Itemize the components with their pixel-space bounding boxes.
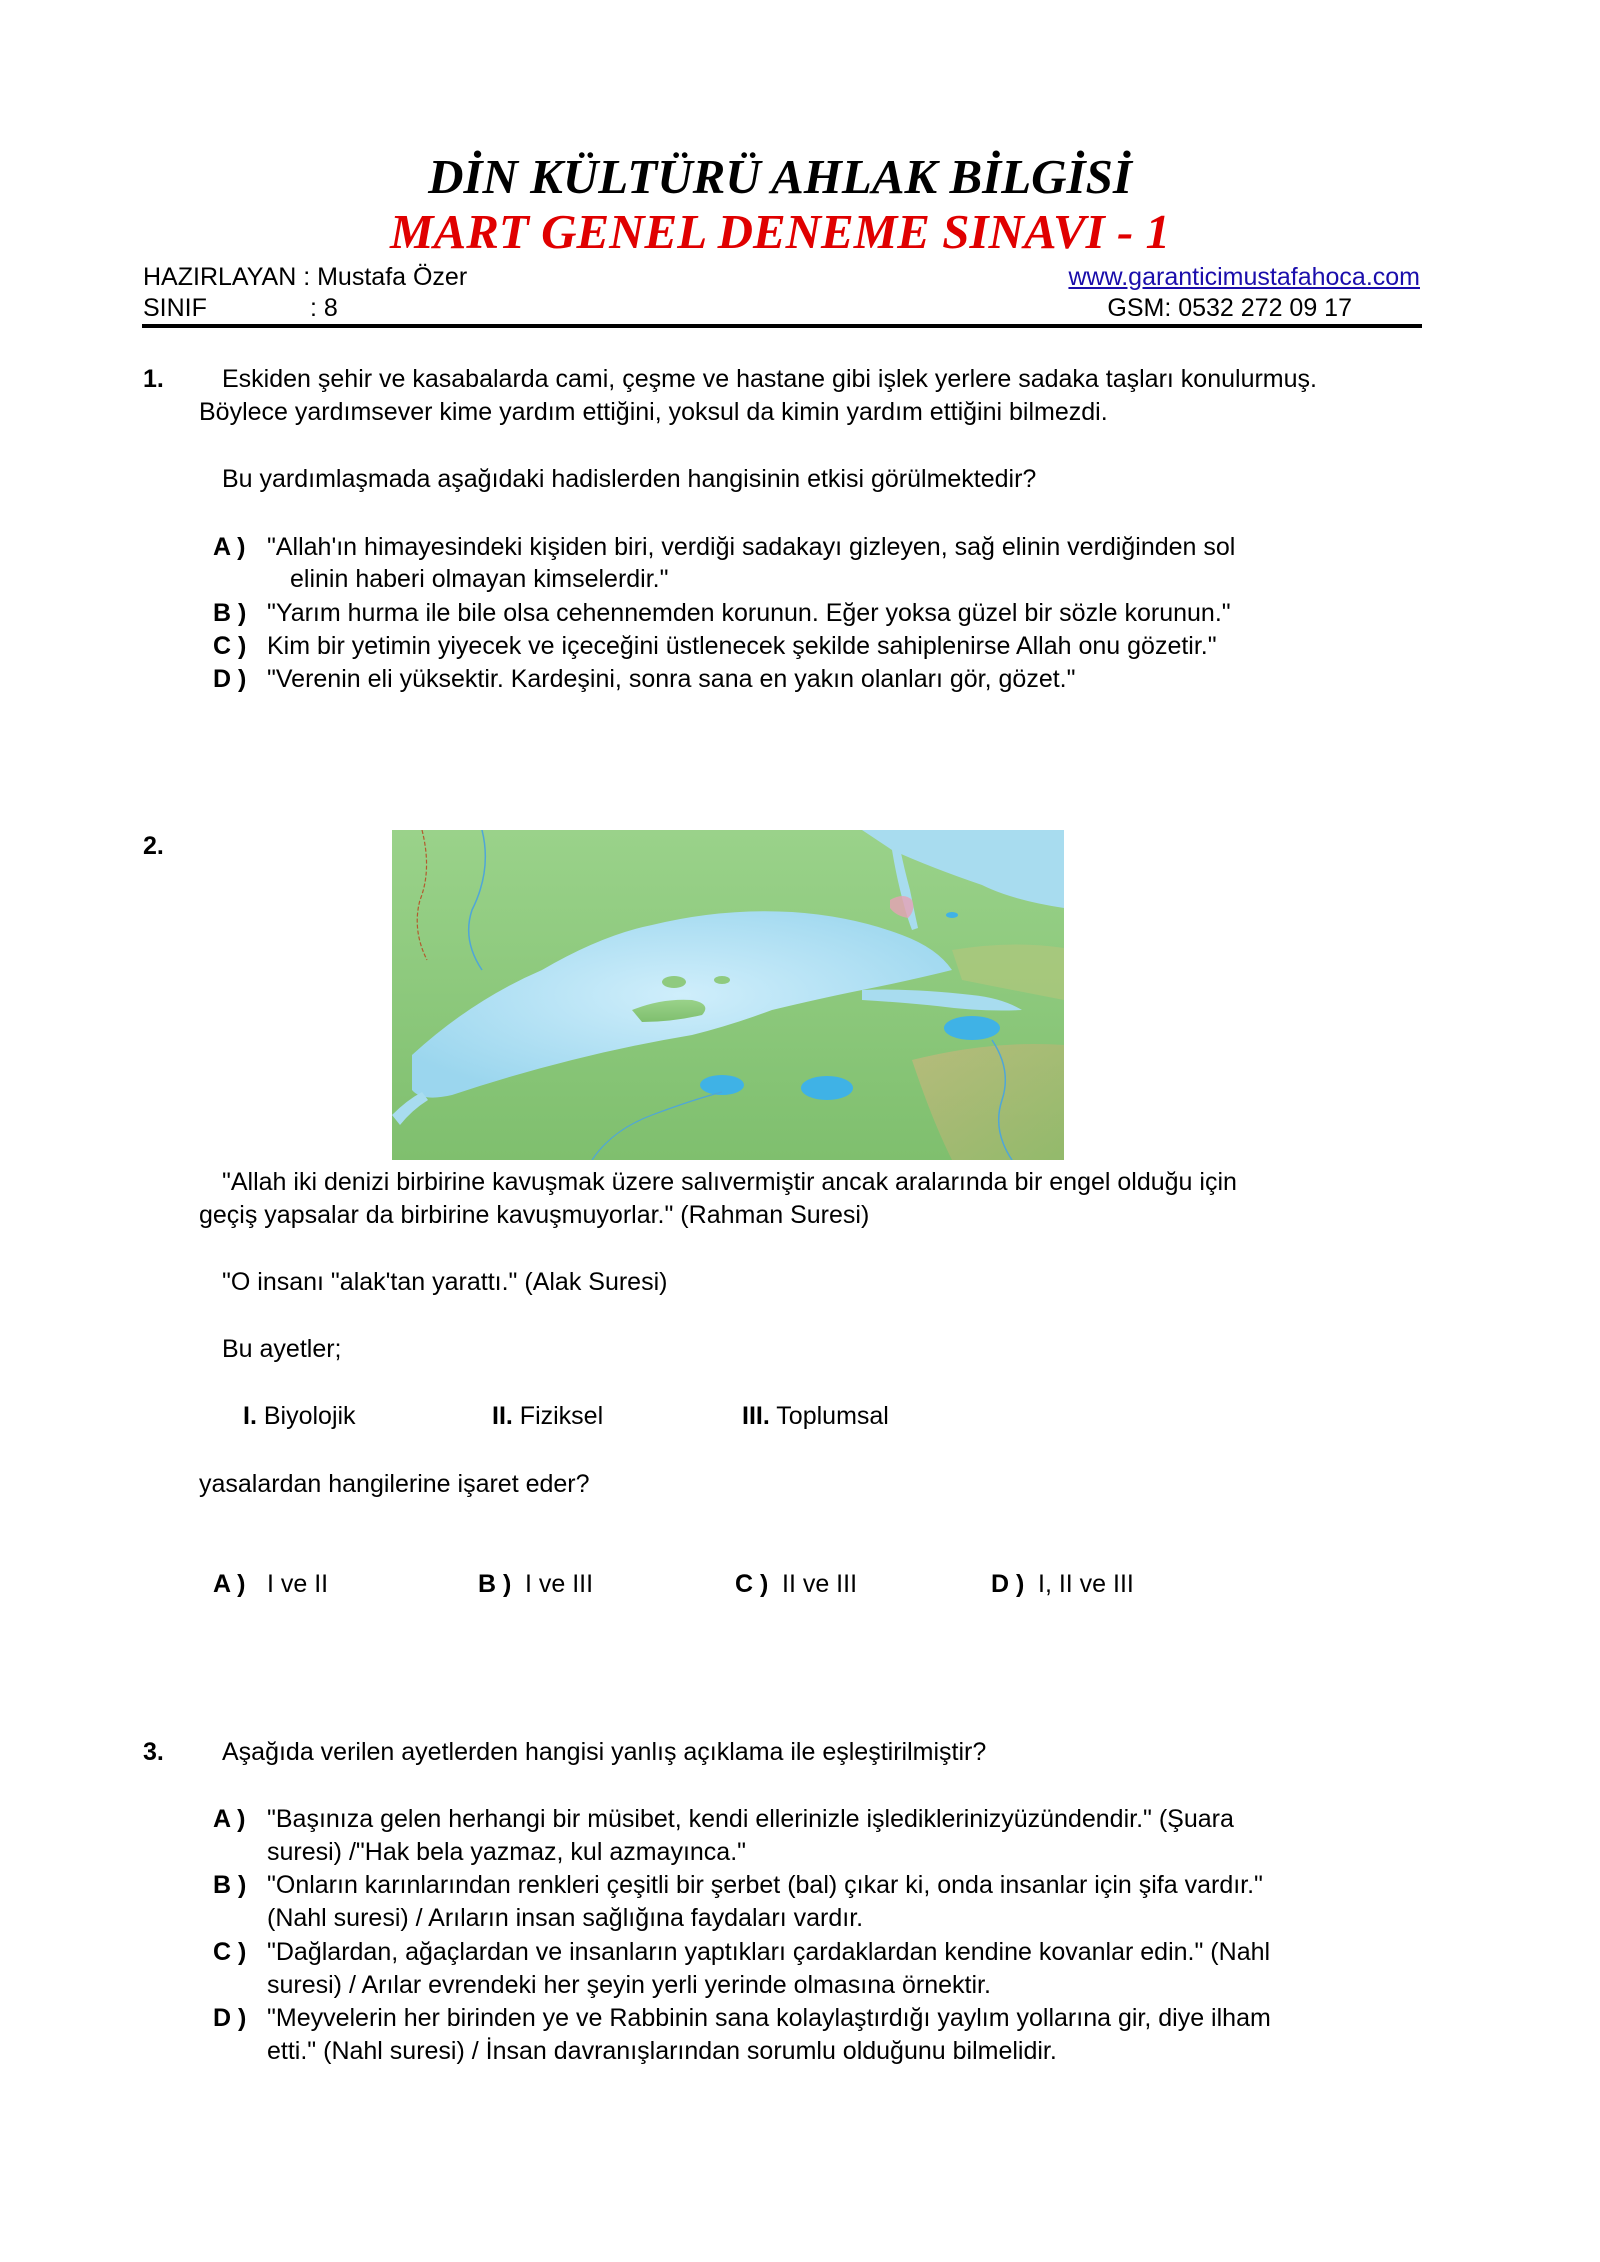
- class-value: : 8: [310, 294, 338, 322]
- q2-option-a-letter[interactable]: A ): [213, 1570, 246, 1598]
- q3-option-b-line2: (Nahl suresi) / Arıların insan sağlığına faydaları vardır.: [267, 1904, 864, 1932]
- q2-tail: yasalardan hangilerine işaret eder?: [199, 1470, 590, 1498]
- q2-number: 2.: [143, 832, 164, 860]
- q3-option-d-line1: "Meyvelerin her birinden ye ve Rabbinin sana kolaylaştırdığı yaylım yollarına gir, diye ilham: [267, 2004, 1271, 2032]
- class-label: SINIF: [143, 294, 207, 322]
- q3-option-c-letter[interactable]: C ): [213, 1938, 247, 1966]
- q2-quote1-line2: geçiş yapsalar da birbirine kavuşmuyorlar." (Rahman Suresi): [199, 1201, 870, 1229]
- phone-number: GSM: 0532 272 09 17: [1107, 294, 1352, 322]
- q2-option-b-text: I ve III: [525, 1570, 594, 1598]
- q2-quote2: "O insanı "alak'tan yarattı." (Alak Suresi): [222, 1268, 668, 1296]
- q2-item-1: [243, 1400, 356, 1433]
- q2-item-3-numeral: III.: [742, 1402, 770, 1430]
- q2-item-2-numeral: II.: [492, 1402, 513, 1430]
- q2-option-c-letter[interactable]: C ): [735, 1570, 769, 1598]
- q1-number: 1.: [143, 365, 164, 393]
- q2-item-1-numeral: I.: [243, 1402, 257, 1430]
- q2-quote1-line1: "Allah iki denizi birbirine kavuşmak üzere salıvermiştir ancak aralarında bir engel olduğu için: [222, 1168, 1237, 1196]
- lake-ulubat: [801, 1076, 853, 1100]
- q3-option-b-letter[interactable]: B ): [213, 1871, 247, 1899]
- q1-option-c-text: Kim bir yetimin yiyecek ve içeceğini üstlenecek şekilde sahiplenirse Allah onu gözetir.": [267, 632, 1217, 660]
- q2-item-3-text: Toplumsal: [776, 1402, 889, 1430]
- q1-option-c-letter[interactable]: C ): [213, 632, 247, 660]
- q2-lead: Bu ayetler;: [222, 1335, 342, 1363]
- q2-option-d-letter[interactable]: D ): [991, 1570, 1025, 1598]
- marmara-map-image: [392, 830, 1064, 1160]
- q1-option-b-letter[interactable]: B ): [213, 599, 247, 627]
- q3-option-b-line1: "Onların karınlarından renkleri çeşitli bir şerbet (bal) çıkar ki, onda insanlar için şifa vardır.": [267, 1871, 1263, 1899]
- q2-option-c-text: II ve III: [782, 1570, 858, 1598]
- q3-number: 3.: [143, 1738, 164, 1766]
- q1-stem-line1: Eskiden şehir ve kasabalarda cami, çeşme ve hastane gibi işlek yerlere sadaka taşları konulurmuş.: [222, 365, 1317, 393]
- q1-option-b-text: "Yarım hurma ile bile olsa cehennemden korunun. Eğer yoksa güzel bir sözle korunun.": [267, 599, 1231, 627]
- q1-option-a-line1: "Allah'ın himayesindeki kişiden biri, verdiği sadakayı gizleyen, sağ elinin verdiğinden sol: [267, 533, 1236, 561]
- q1-option-d-letter[interactable]: D ): [213, 665, 247, 693]
- q3-option-d-line2: etti." (Nahl suresi) / İnsan davranışlarından sorumlu olduğunu bilmelidir.: [267, 2037, 1057, 2065]
- q2-option-d-text: I, II ve III: [1038, 1570, 1134, 1598]
- q2-item-2: [492, 1400, 603, 1433]
- q3-option-c-line1: "Dağlardan, ağaçlardan ve insanların yaptıkları çardaklardan kendine kovanlar edin." (Nahl: [267, 1938, 1271, 1966]
- q2-item-1-text: Biyolojik: [263, 1402, 356, 1430]
- small-island: [714, 976, 730, 984]
- q3-option-c-line2: suresi) / Arılar evrendeki her şeyin yerli yerinde olmasına örnektir.: [267, 1971, 991, 1999]
- small-lake: [946, 912, 958, 918]
- q2-item-2-text: Fiziksel: [519, 1402, 604, 1430]
- lake-sapanca: [944, 1016, 1000, 1040]
- small-island: [662, 976, 686, 988]
- q3-option-d-letter[interactable]: D ): [213, 2004, 247, 2032]
- exam-subtitle: MART GENEL DENEME SINAVI - 1: [389, 204, 1171, 259]
- q1-question: Bu yardımlaşmada aşağıdaki hadislerden hangisinin etkisi görülmektedir?: [222, 465, 1037, 493]
- q2-option-b-letter[interactable]: B ): [478, 1570, 512, 1598]
- header-divider: [142, 324, 1422, 328]
- website-link[interactable]: www.garanticimustafahoca.com: [1068, 263, 1420, 291]
- q3-option-a-line1: "Başınıza gelen herhangi bir müsibet, kendi ellerinizle işlediklerinizyüzündendir." (Şuara: [267, 1805, 1234, 1833]
- prepared-by: HAZIRLAYAN : Mustafa Özer: [143, 263, 468, 291]
- q3-stem: Aşağıda verilen ayetlerden hangisi yanlış açıklama ile eşleştirilmiştir?: [222, 1738, 987, 1766]
- q1-stem-line2: Böylece yardımsever kime yardım ettiğini, yoksul da kimin yardım ettiğini bilmezdi.: [199, 398, 1108, 426]
- q2-item-3: [742, 1400, 889, 1433]
- q3-option-a-letter[interactable]: A ): [213, 1805, 246, 1833]
- q1-option-a-line2: elinin haberi olmayan kimselerdir.": [290, 565, 669, 593]
- q3-option-a-line2: suresi) /"Hak bela yazmaz, kul azmayınca.": [267, 1838, 747, 1866]
- exam-title: DİN KÜLTÜRÜ AHLAK BİLGİSİ: [428, 149, 1132, 204]
- q2-option-a-text: I ve II: [267, 1570, 329, 1598]
- q1-option-d-text: "Verenin eli yüksektir. Kardeşini, sonra sana en yakın olanları gör, gözet.": [267, 665, 1076, 693]
- q1-option-a-letter[interactable]: A ): [213, 533, 246, 561]
